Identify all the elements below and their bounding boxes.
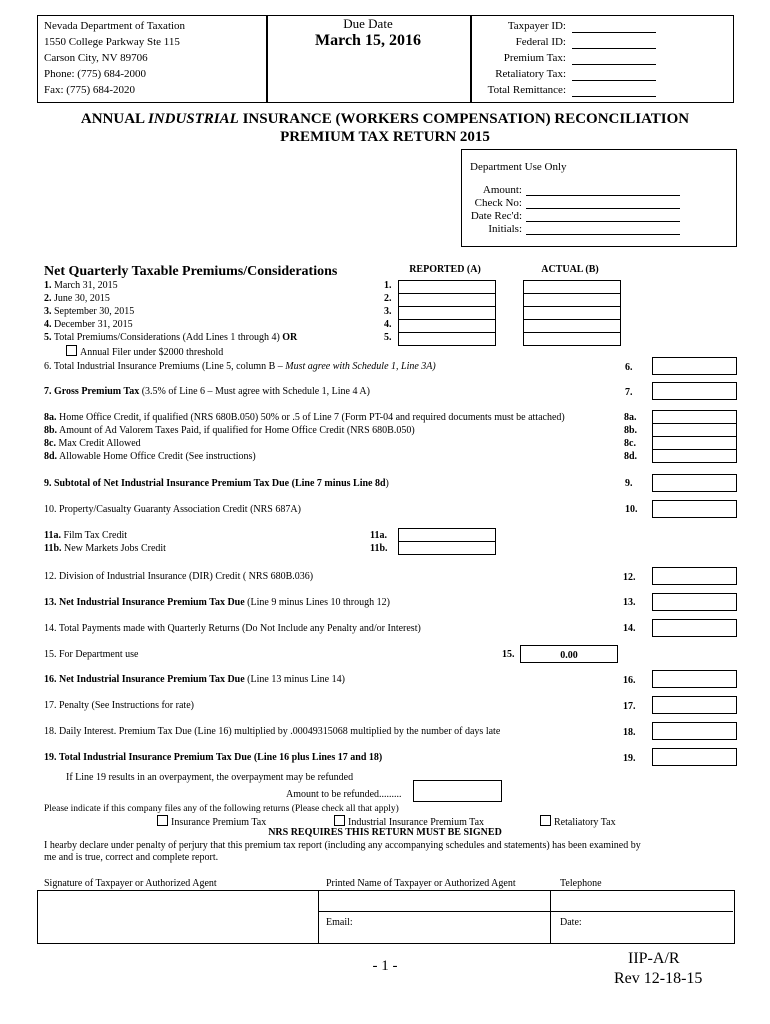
line-13-field[interactable] [652, 593, 737, 611]
taxpayer-id-row [474, 20, 728, 36]
quarterly-heading: Net Quarterly Taxable Premiums/Considerations [44, 264, 338, 279]
department-use-fields [462, 184, 734, 236]
dept-date-row [462, 210, 734, 223]
line-16-ref: 16. [623, 675, 636, 686]
due-date-value: March 15, 2016 [315, 32, 421, 49]
premium-tax-row [474, 52, 728, 68]
agency-street: 1550 College Parkway Ste 115 [44, 36, 180, 48]
total-remittance-field[interactable] [572, 96, 656, 97]
line-7-ref: 7. [625, 387, 633, 398]
industrial-insurance-tax-checkbox[interactable] [334, 815, 345, 826]
form-id: IIP-A/R [628, 950, 680, 967]
line-8d-label: 8d. Allowable Home Office Credit (See instructions) [44, 451, 256, 462]
reported-q3-field[interactable] [398, 306, 496, 320]
actual-q1-field[interactable] [523, 280, 621, 294]
actual-q4-field[interactable] [523, 319, 621, 333]
line-16-label: 16. Net Industrial Insurance Premium Tax Due (Line 13 minus Line 14) [44, 674, 345, 685]
federal-id-label: Federal ID: [515, 36, 566, 48]
dept-date-field[interactable] [526, 221, 680, 222]
line-14-field[interactable] [652, 619, 737, 637]
insurance-premium-tax-checkbox[interactable] [157, 815, 168, 826]
line-18-field[interactable] [652, 722, 737, 740]
line-8b-ref: 8b. [624, 425, 638, 436]
actual-q3-field[interactable] [523, 306, 621, 320]
agency-phone: Phone: (775) 684-2000 [44, 68, 147, 80]
department-use-heading: Department Use Only [470, 161, 567, 173]
dept-date-label: Date Rec'd: [470, 210, 522, 222]
line-6-field[interactable] [652, 357, 737, 375]
return-option-retaliatory: Retaliatory Tax [540, 815, 616, 829]
q-line-1: 1. March 31, 2015 1. [44, 280, 392, 291]
line-8b-field[interactable] [652, 423, 737, 437]
line-8d-field[interactable] [652, 449, 737, 463]
line-15-value: 0.00 [520, 645, 618, 663]
taxpayer-id-field[interactable] [572, 32, 656, 33]
line-11b-ref: 11b. [370, 543, 388, 554]
line-11a-ref: 11a. [370, 530, 387, 541]
line-15-label: 15. For Department use [44, 649, 139, 660]
premium-tax-field[interactable] [572, 64, 656, 65]
signature-label: Signature of Taxpayer or Authorized Agent [44, 878, 217, 889]
line-11b-field[interactable] [398, 541, 496, 555]
line-8c-label: 8c. Max Credit Allowed [44, 438, 141, 449]
refund-amount-label: Amount to be refunded......... [286, 789, 402, 800]
line-7-label: 7. Gross Premium Tax (3.5% of Line 6 – Must agree with Schedule 1, Line 4 A) [44, 386, 370, 397]
line-10-ref: 10. [625, 504, 638, 515]
line-8b-label: 8b. Amount of Ad Valorem Taxes Paid, if qualified for Home Office Credit (NRS 680B.050) [44, 425, 415, 436]
line-7-field[interactable] [652, 382, 737, 400]
line-12-field[interactable] [652, 567, 737, 585]
line-18-ref: 18. [623, 727, 636, 738]
col-reported-header: REPORTED (A) [409, 264, 481, 275]
dept-check-field[interactable] [526, 208, 680, 209]
retaliatory-tax-field[interactable] [572, 80, 656, 81]
q-line-2: 2. June 30, 2015 2. [44, 293, 392, 304]
line-11a-field[interactable] [398, 528, 496, 542]
telephone-label: Telephone [560, 878, 602, 889]
line-9-label: 9. Subtotal of Net Industrial Insurance Premium Tax Due (Line 7 minus Line 8d) [44, 478, 389, 489]
actual-q2-field[interactable] [523, 293, 621, 307]
telephone-field[interactable] [551, 891, 732, 910]
retaliatory-tax-checkbox[interactable] [540, 815, 551, 826]
email-label: Email: [326, 917, 353, 928]
line-11a-label: 11a. Film Tax Credit [44, 530, 128, 541]
dept-amount-field[interactable] [526, 195, 680, 196]
line-13-label: 13. Net Industrial Insurance Premium Tax Due (Line 9 minus Lines 10 through 12) [44, 597, 390, 608]
line-8a-label: 8a. Home Office Credit, if qualified (NRS 680B.050) 50% or .5 of Line 7 (Form PT-04 and required documents must be attached) [44, 412, 565, 423]
line-6-label: 6. Total Industrial Insurance Premiums (Line 5, column B – Must agree with Schedule 1, Line 3A) [44, 361, 436, 372]
line-12-label: 12. Division of Industrial Insurance (DIR) Credit ( NRS 680B.036) [44, 571, 314, 582]
line-14-ref: 14. [623, 623, 636, 634]
annual-filer-label: Annual Filer under $2000 threshold [80, 347, 224, 358]
reported-total-field[interactable] [398, 332, 496, 346]
reported-q2-field[interactable] [398, 293, 496, 307]
due-date-label: Due Date [343, 16, 393, 31]
line-12-ref: 12. [623, 572, 636, 583]
reported-q4-field[interactable] [398, 319, 496, 333]
agency-fax: Fax: (775) 684-2020 [44, 84, 136, 96]
nrs-signature-notice: NRS REQUIRES THIS RETURN MUST BE SIGNED [268, 827, 502, 838]
annual-filer-row [44, 345, 394, 358]
returns-prompt: Please indicate if this company files any of the following returns (Please check all that apply) [44, 804, 399, 814]
federal-id-field[interactable] [572, 48, 656, 49]
line-18-label: 18. Daily Interest. Premium Tax Due (Line 16) multiplied by .00049315068 multiplied by the number of days late [44, 726, 501, 737]
page-number: - 1 - [372, 958, 398, 974]
signature-field[interactable] [38, 891, 317, 942]
line-8a-field[interactable] [652, 410, 737, 424]
actual-total-field[interactable] [523, 332, 621, 346]
line-9-field[interactable] [652, 474, 737, 492]
line-19-ref: 19. [623, 753, 636, 764]
return-option-industrial: Industrial Insurance Premium Tax [334, 815, 484, 829]
printed-name-label: Printed Name of Taxpayer or Authorized Agent [326, 878, 516, 889]
line-8a-ref: 8a. [624, 412, 637, 423]
date-label: Date: [560, 917, 582, 928]
return-option-insurance: Insurance Premium Tax [157, 815, 266, 829]
quarterly-lines [44, 280, 394, 358]
annual-filer-checkbox[interactable] [66, 345, 77, 356]
dept-initials-label: Initials: [488, 223, 522, 235]
refund-amount-field[interactable] [413, 780, 502, 802]
col-actual-header: ACTUAL (B) [541, 264, 599, 275]
line-11b-label: 11b. New Markets Jobs Credit [44, 543, 166, 554]
total-remittance-label: Total Remittance: [487, 84, 566, 96]
line-19-label: 19. Total Industrial Insurance Premium Tax Due (Line 16 plus Lines 17 and 18) [44, 752, 383, 763]
dept-check-row [462, 197, 734, 210]
printed-name-field[interactable] [319, 891, 549, 910]
line-16-field[interactable] [652, 670, 737, 688]
retaliatory-tax-label: Retaliatory Tax: [495, 68, 566, 80]
dept-initials-field[interactable] [526, 234, 680, 235]
line-10-label: 10. Property/Casualty Guaranty Association Credit (NRS 687A) [44, 504, 301, 515]
perjury-declaration: I hearby declare under penalty of perjury that this premium tax report (including any accompanying schedules and statements) has been examined by me and is true, correct and complete report. [44, 840, 641, 863]
q-line-4: 4. December 31, 2015 4. [44, 319, 392, 330]
reported-q1-field[interactable] [398, 280, 496, 294]
form-title-line2: PREMIUM TAX RETURN 2015 [280, 129, 490, 145]
id-fields [474, 20, 728, 100]
q-line-5: 5. Total Premiums/Considerations (Add Lines 1 through 4) OR 5. [44, 332, 392, 343]
line-8d-ref: 8d. [624, 451, 638, 462]
agency-address [44, 20, 259, 100]
agency-city: Carson City, NV 89706 [44, 52, 148, 64]
line-9-ref: 9. [625, 478, 633, 489]
line-6-ref: 6. [625, 362, 633, 373]
dept-initials-row [462, 223, 734, 236]
line-8c-ref: 8c. [624, 438, 636, 449]
retaliatory-tax-row [474, 68, 728, 84]
taxpayer-id-label: Taxpayer ID: [507, 20, 566, 32]
line-14-label: 14. Total Payments made with Quarterly Returns (Do Not Include any Penalty and/or Interest) [44, 623, 421, 634]
form-revision: Rev 12-18-15 [614, 970, 703, 987]
line-8c-field[interactable] [652, 436, 737, 450]
line-15-ref: 15. [502, 649, 515, 660]
agency-name: Nevada Department of Taxation [44, 20, 186, 32]
line-19-field[interactable] [652, 748, 737, 766]
line-10-field[interactable] [652, 500, 737, 518]
dept-check-label: Check No: [474, 197, 522, 209]
line-13-ref: 13. [623, 597, 636, 608]
line-17-ref: 17. [623, 701, 636, 712]
dept-amount-row [462, 184, 734, 197]
total-remittance-row [474, 84, 728, 100]
line-17-field[interactable] [652, 696, 737, 714]
refund-notice: If Line 19 results in an overpayment, the overpayment may be refunded [66, 772, 354, 783]
line-17-label: 17. Penalty (See Instructions for rate) [44, 700, 194, 711]
premium-tax-label: Premium Tax: [503, 52, 566, 64]
dept-amount-label: Amount: [482, 184, 522, 196]
form-title-line1: ANNUAL INDUSTRIAL INSURANCE (WORKERS COMPENSATION) RECONCILIATION [80, 111, 690, 127]
federal-id-row [474, 36, 728, 52]
signature-divider-h [318, 911, 733, 912]
q-line-3: 3. September 30, 2015 3. [44, 306, 392, 317]
